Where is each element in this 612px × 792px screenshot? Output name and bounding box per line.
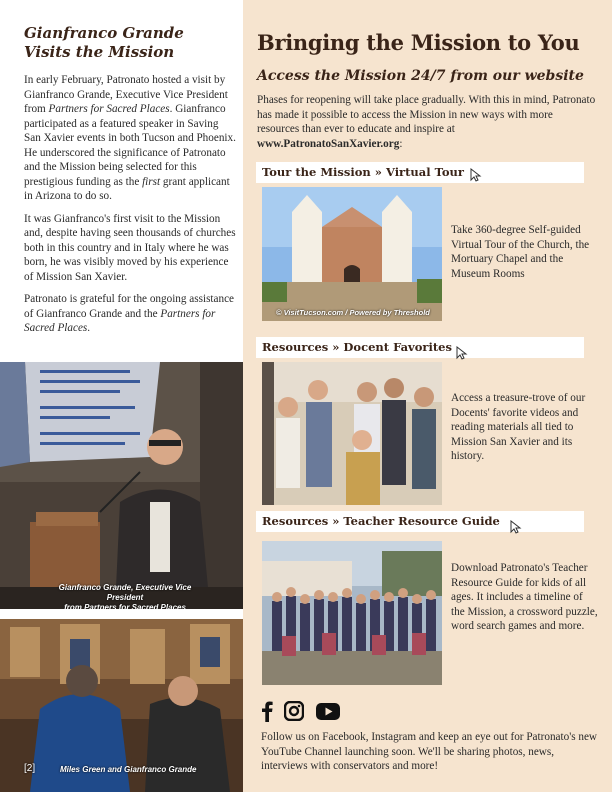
virtual-tour-heading: Tour the Mission » Virtual Tour [262,165,464,179]
teacher-guide-heading-bar[interactable] [256,511,584,532]
teacher-guide-description: Download Patronato's Teacher Resource Guide for kids of all ages. It includes a timeline of the Mission, a crossword puzzle, word search games and more. [451,562,598,632]
teacher-guide-heading: Resources » Teacher Resource Guide [262,514,500,528]
article-title [24,24,234,62]
section-title: Bringing the Mission to You [257,30,580,55]
article-title-line1: Gianfranco Grande [24,24,184,42]
youtube-icon[interactable] [316,703,340,720]
church-interior-photo-caption: Miles Green and Gianfranco Grande [60,765,197,774]
docent-favorites-description: Access a treasure-trove of our Docents' favorite videos and reading materials all tied to Mission San Xavier and its history. [451,392,586,462]
pointer-cursor-icon [470,168,482,182]
article-body [24,73,236,344]
speaker-photo [0,362,243,609]
students-photo[interactable] [262,541,442,685]
website-link[interactable]: www.PatronatoSanXavier.org [257,137,400,150]
page-number: [2] [24,763,36,774]
section-subtitle: Access the Mission 24/7 from our website [257,68,584,84]
virtual-tour-photo-credit: © VisitTucson.com / Powered by Threshold [276,308,430,317]
virtual-tour-description: Take 360-degree Self-guided Virtual Tour of the Church, the Mortuary Chapel and the Museum Rooms [451,224,590,280]
instagram-icon[interactable] [284,701,304,721]
facebook-icon[interactable] [261,700,273,722]
docent-favorites-heading-bar[interactable] [256,337,584,358]
paragraph-2: It was Gianfranco's first visit to the Mission and, despite having seen thousands of churches both in this country and in Italy where he was born, he was visibly moved by his experience of Mission San Xavier. [24,212,236,283]
pointer-cursor-icon [510,520,522,534]
docent-favorites-heading: Resources » Docent Favorites [262,340,452,354]
speaker-photo-caption: Gianfranco Grande, Executive Vice President from Partners for Sacred Places [58,583,192,609]
paragraph-1: In early February, Patronato hosted a visit by Gianfranco Grande, Executive Vice President from Partners for Sacred Places. Gianfranco participated as a featured speaker in Saving San Xavier events in both Tucson and Phoenix. He underscored the significance of Patronato and the Mission being selected for this prestigious funding as the first grant applicant in Arizona to do so. [24,74,236,202]
article-title-line2: Visits the Mission [24,43,175,61]
intro-paragraph: Phases for reopening will take place gradually. With this in mind, Patronato has made it possible to access the Mission in new ways with more resources than ever to educate and inspire at www.PatronatoSanXavier.org: [257,94,596,150]
follow-us-text: Follow us on Facebook, Instagram and keep an eye out for Patronato's new YouTube Channel launching soon. We'll be sharing photos, news, interviews with conservators and more! [261,731,598,772]
virtual-tour-heading-bar[interactable] [256,162,584,183]
church-interior-photo [0,619,243,792]
pointer-cursor-icon [456,346,468,360]
docents-photo[interactable] [262,362,442,505]
virtual-tour-photo[interactable] [262,187,442,321]
paragraph-3: Patronato is grateful for the ongoing assistance of Gianfranco Grande and the Partners for Sacred Places. [24,293,235,334]
